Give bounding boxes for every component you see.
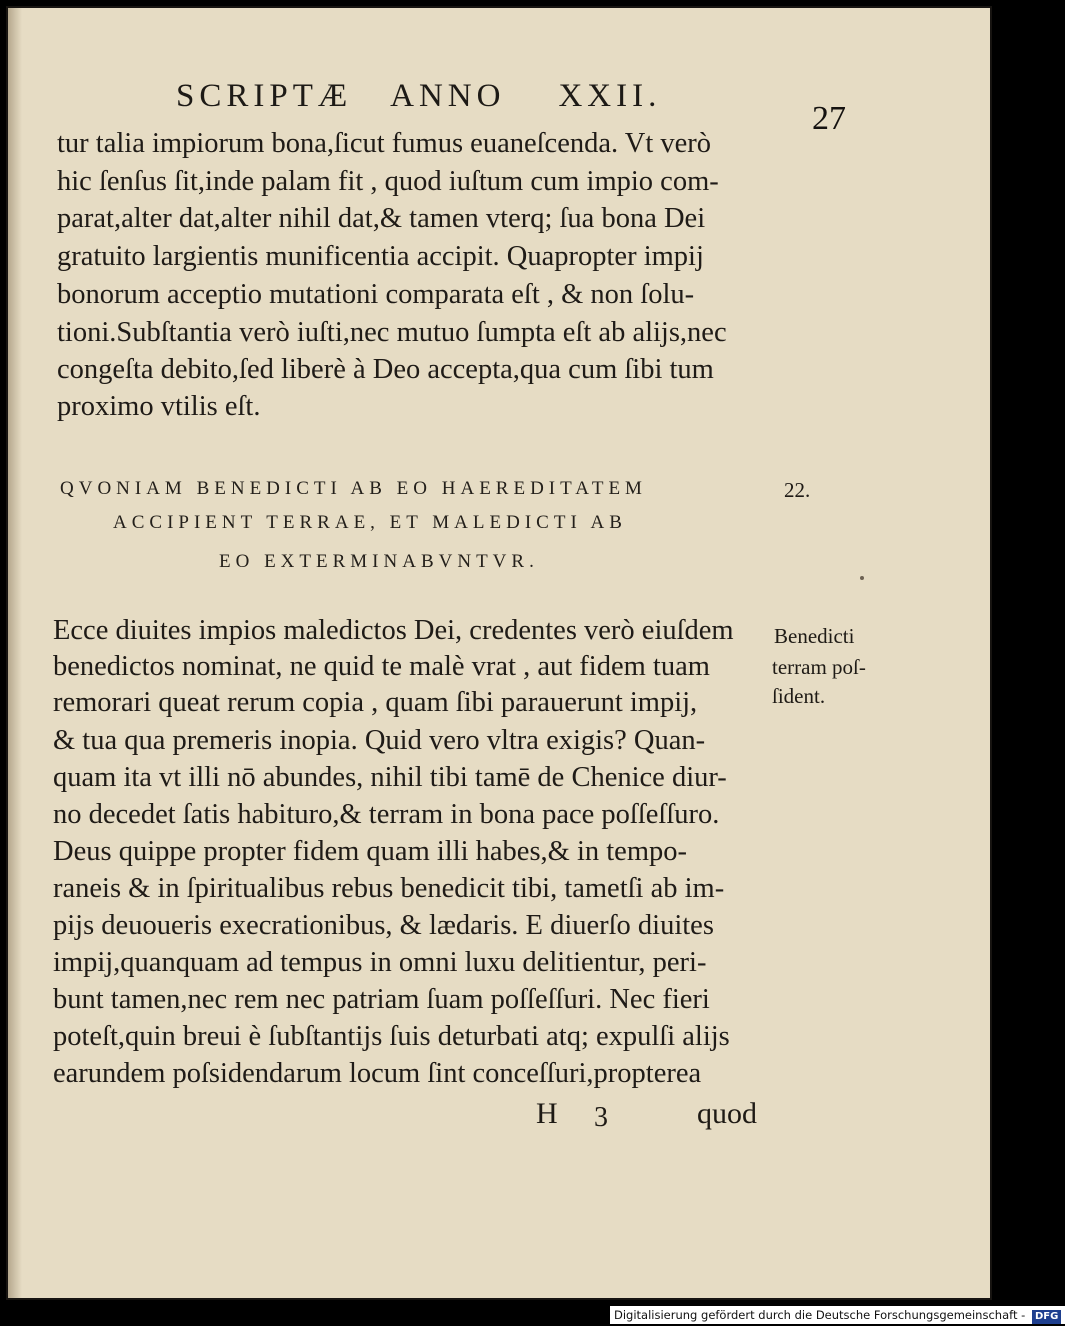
paragraph2-line: poteſt,quin breui è ſubſtantijs ſuis deturbati atq; expulſi alijs bbox=[53, 1021, 730, 1052]
paragraph2-line: Deus quippe propter fidem quam illi habes,& in tempo- bbox=[53, 836, 687, 867]
paragraph2-line: Ecce diuites impios maledictos Dei, credentes verò eiuſdem bbox=[53, 615, 734, 646]
paragraph1-line: tur talia impiorum bona,ſicut fumus euaneſcenda. Vt verò bbox=[57, 128, 711, 159]
paragraph2-line: benedictos nominat, ne quid te malè vrat , aut fidem tuam bbox=[53, 651, 710, 682]
paragraph1-line: hic ſenſus ſit,inde palam fit , quod iuſtum cum impio com- bbox=[57, 166, 719, 197]
footer-credit bbox=[610, 1306, 1065, 1324]
paragraph2-line: quam ita vt illi nō abundes, nihil tibi tamē de Chenice diur- bbox=[53, 762, 727, 793]
signature-mark: H bbox=[536, 1097, 558, 1130]
paragraph1-line: parat,alter dat,alter nihil dat,& tamen vterq; ſua bona Dei bbox=[57, 203, 706, 234]
dfg-logo: DFG bbox=[1032, 1310, 1061, 1324]
running-title: SCRIPTÆ ANNO XXII. bbox=[176, 78, 662, 114]
paragraph2-line: remorari queat rerum copia , quam ſibi parauerunt impij, bbox=[53, 687, 698, 718]
paragraph1-line: tioni.Subſtantia verò iuſti,nec mutuo ſumpta eſt ab alijs,nec bbox=[57, 317, 727, 348]
scripture-line: QVONIAM BENEDICTI AB EO HAEREDITATEM bbox=[60, 478, 647, 499]
verse-number: 22. bbox=[784, 478, 811, 502]
gutter-shadow bbox=[8, 8, 22, 1298]
scripture-line: ACCIPIENT TERRAE, ET MALEDICTI AB bbox=[113, 512, 627, 533]
paragraph2-line: impij,quanquam ad tempus in omni luxu delitientur, peri- bbox=[53, 947, 707, 978]
paragraph2-line: pijs deuoueris execrationibus, & lædaris. E diuerſo diuites bbox=[53, 910, 714, 941]
marginal-note-line: ſident. bbox=[772, 684, 826, 708]
page-number: 27 bbox=[812, 100, 846, 137]
paragraph2-line: bunt tamen,nec rem nec patriam ſuam poſſeſſuri. Nec fieri bbox=[53, 984, 710, 1015]
scripture-line: EO EXTERMINABVNTVR. bbox=[219, 551, 539, 572]
paragraph1-line: gratuito largientis munificentia accipit. Quapropter impij bbox=[57, 241, 704, 272]
catchword: quod bbox=[697, 1097, 757, 1130]
paragraph2-line: & tua qua premeris inopia. Quid vero vltra exigis? Quan- bbox=[53, 725, 706, 756]
paragraph2-line: earundem poſsidendarum locum ſint conceſſuri,propterea bbox=[53, 1058, 702, 1089]
footer-text: Digitalisierung gefördert durch die Deutsche Forschungsgemeinschaft - bbox=[614, 1308, 1026, 1322]
paragraph2-line: no decedet ſatis habituro,& terram in bona pace poſſeſſuro. bbox=[53, 799, 720, 830]
marginal-note-line: Benedicti bbox=[774, 624, 855, 648]
paragraph1-line: proximo vtilis eſt. bbox=[57, 391, 261, 422]
paragraph1-line: bonorum acceptio mutationi comparata eſt , & non ſolu- bbox=[57, 279, 695, 310]
signature-number: 3 bbox=[594, 1102, 608, 1133]
paragraph1-line: congeſta debito,ſed liberè à Deo accepta,qua cum ſibi tum bbox=[57, 354, 714, 385]
marginal-note-line: terram poſ- bbox=[772, 655, 866, 679]
paragraph2-line: raneis & in ſpiritualibus rebus benedicit tibi, tametſi ab im- bbox=[53, 873, 725, 904]
ink-speck-icon bbox=[850, 560, 880, 600]
